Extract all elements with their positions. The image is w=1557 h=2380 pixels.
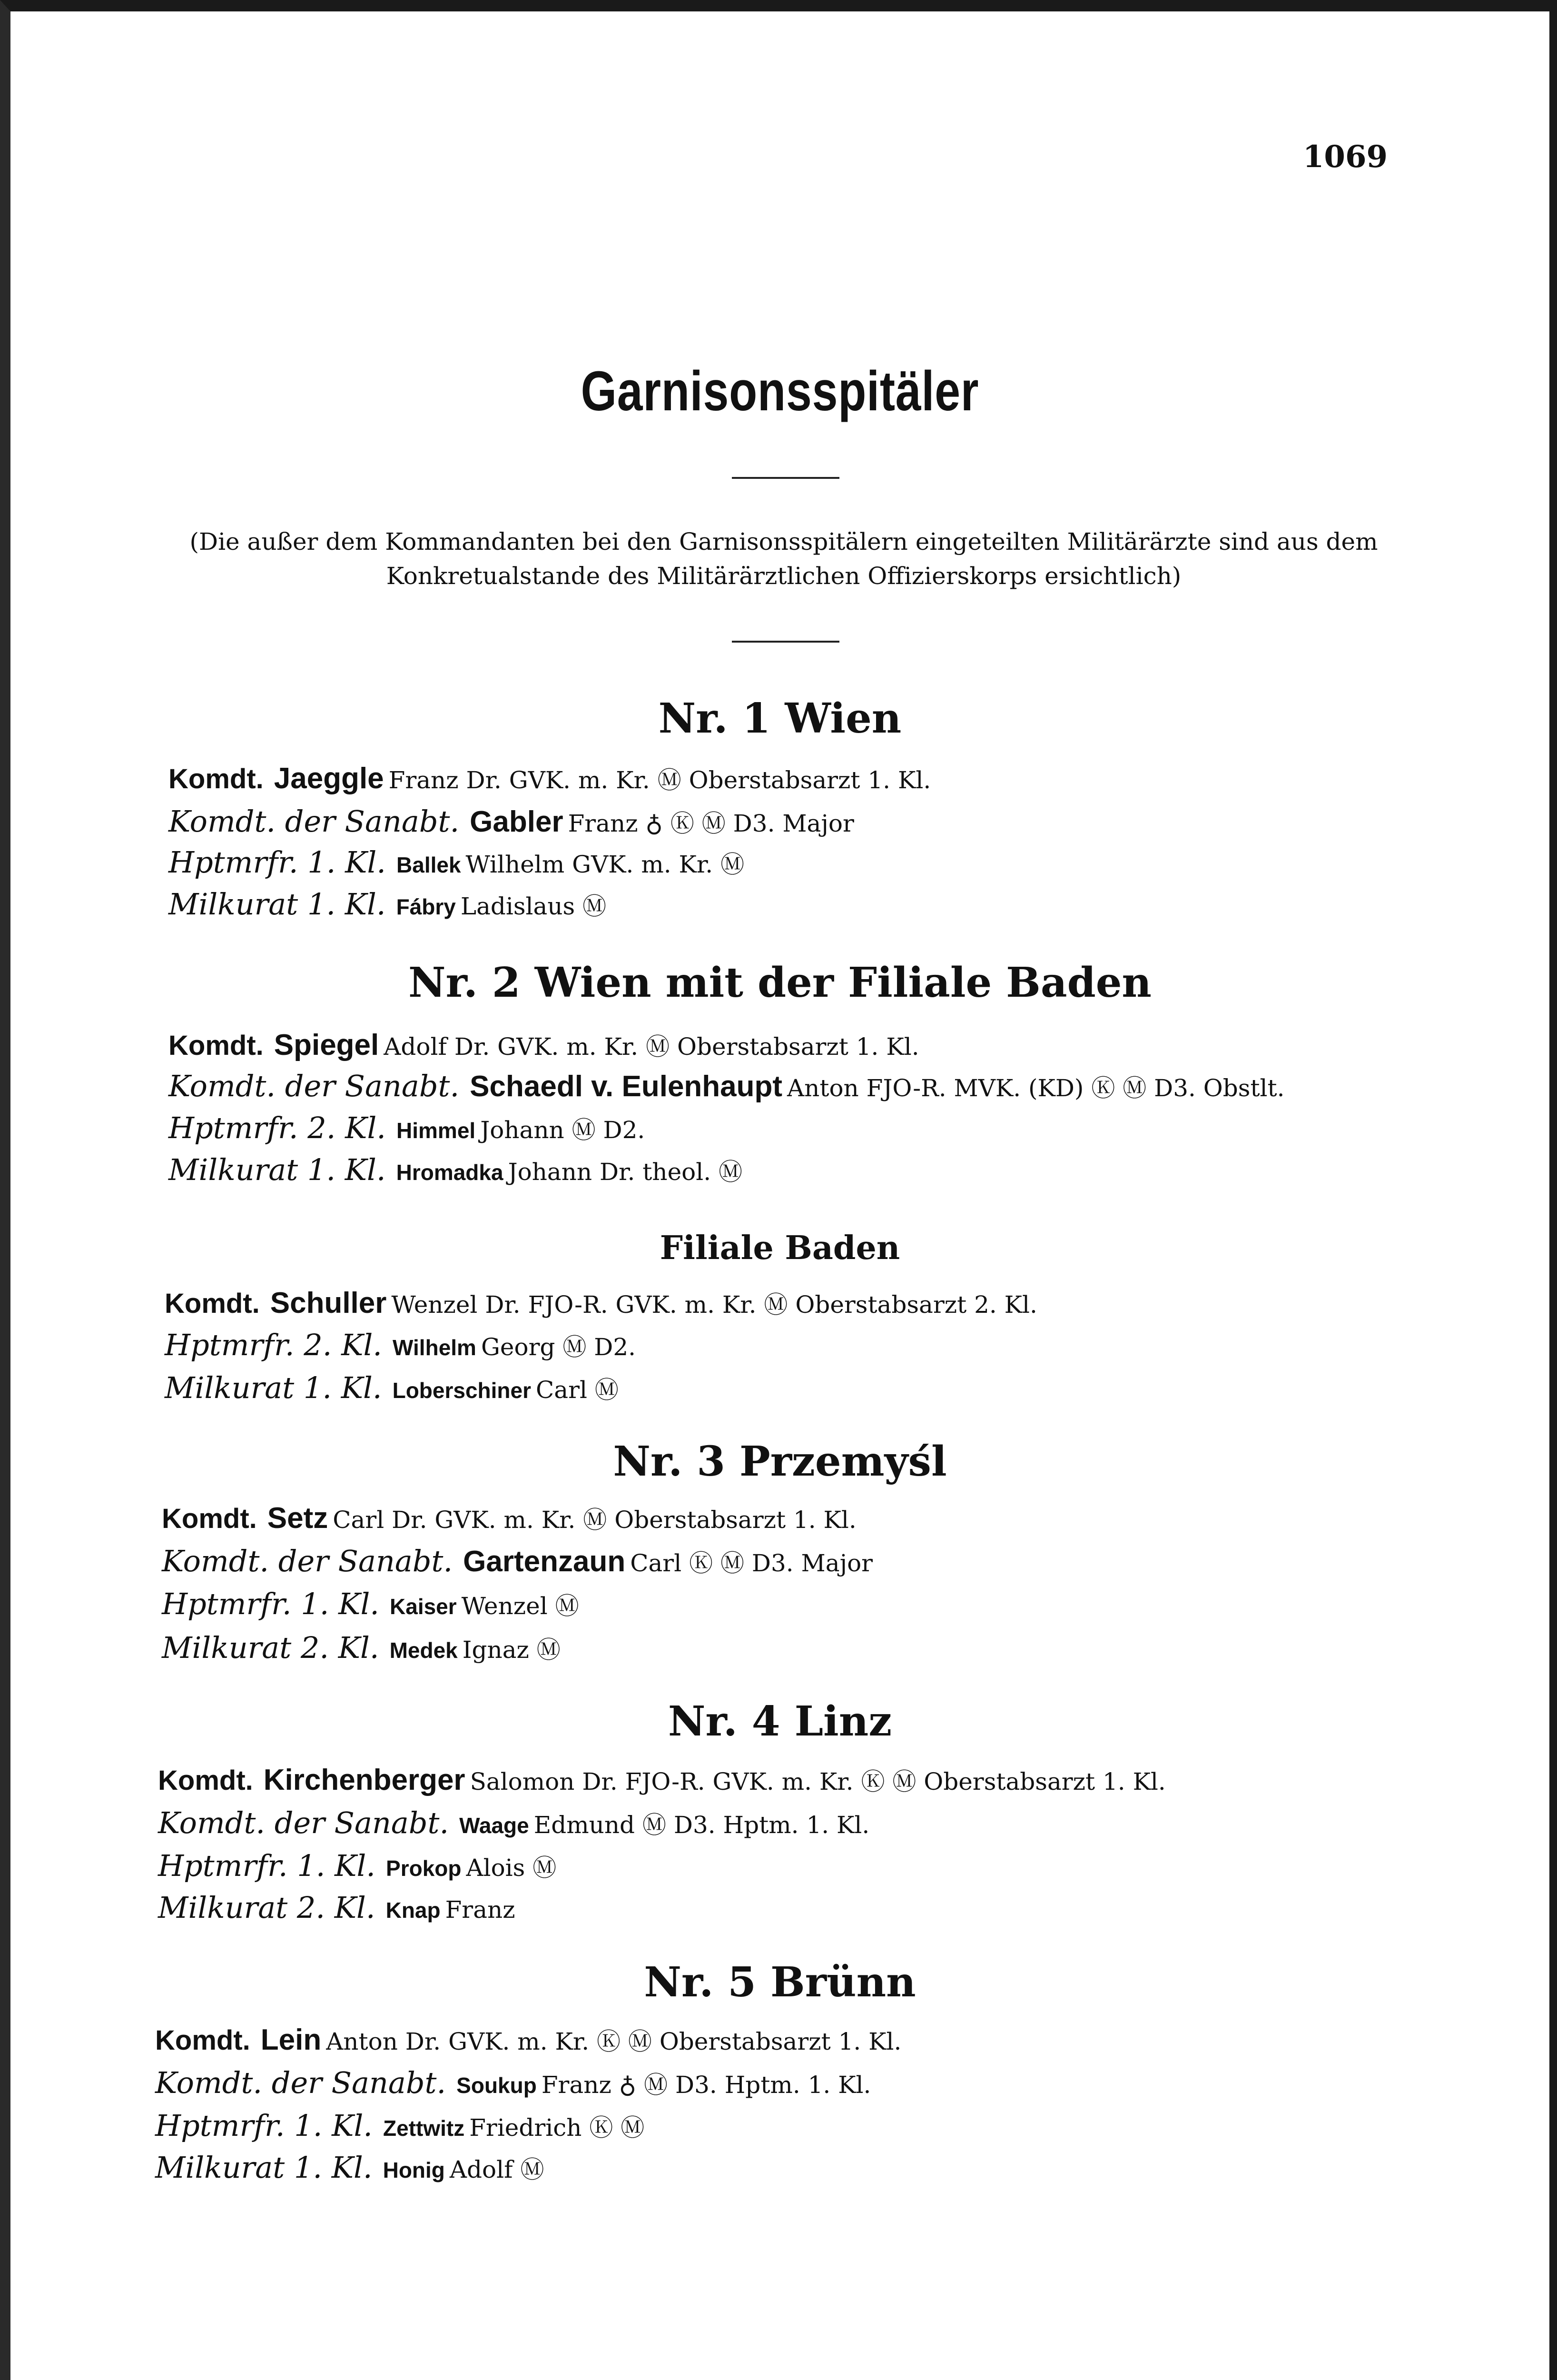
entry-surname: Jaeggle	[274, 762, 384, 795]
section-title: Nr. 4 Linz	[668, 1697, 892, 1745]
entry-row	[162, 1499, 857, 1539]
page-number: 1069	[1302, 139, 1388, 175]
entry-role: Komdt. der Sanabt.	[155, 2065, 446, 2100]
entry-role: Hptmrfr. 2. Kl.	[168, 1111, 386, 1145]
entry-row	[168, 1026, 919, 1066]
entry-surname: Fábry	[396, 894, 456, 919]
entry-row	[168, 1151, 742, 1191]
entry-role: Hptmrfr. 2. Kl.	[165, 1328, 383, 1362]
entry-role: Hptmrfr. 1. Kl.	[162, 1587, 380, 1621]
entry-details: Georg Ⓜ D2.	[481, 1333, 636, 1361]
entry-row	[168, 803, 854, 843]
entry-surname: Medek	[389, 1638, 458, 1663]
entry-role: Komdt. der Sanabt.	[168, 804, 460, 839]
entry-surname: Kaiser	[390, 1594, 457, 1619]
entry-row	[158, 1804, 869, 1844]
entry-role: Komdt.	[165, 1288, 260, 1319]
page-title: Garnisonsspitäler	[581, 360, 979, 423]
entry-details: Johann Ⓜ D2.	[480, 1116, 645, 1144]
entry-surname: Schaedl v. Eulenhaupt	[470, 1070, 783, 1103]
entry-surname: Setz	[267, 1502, 328, 1535]
entry-surname: Honig	[383, 2158, 445, 2182]
entry-surname: Gartenzaun	[463, 1545, 626, 1578]
entry-row	[158, 1847, 556, 1887]
divider	[732, 641, 839, 643]
entry-surname: Lein	[260, 2023, 322, 2056]
entry-role: Komdt.	[168, 764, 264, 794]
section-title: Nr. 3 Przemyśl	[613, 1438, 947, 1486]
entry-details: Franz ♁ Ⓚ Ⓜ D3. Major	[568, 810, 854, 837]
entry-role: Milkurat 2. Kl.	[158, 1890, 375, 1925]
section-title: Nr. 5 Brünn	[644, 1958, 916, 2006]
entry-row	[155, 2149, 544, 2189]
entry-row	[168, 885, 606, 926]
entry-details: Adolf Ⓜ	[449, 2156, 544, 2183]
entry-surname: Soukup	[456, 2073, 537, 2098]
entry-surname: Schuller	[270, 1287, 387, 1319]
entry-surname: Loberschiner	[392, 1378, 532, 1403]
entry-surname: Spiegel	[274, 1029, 379, 1061]
entry-details: Friedrich Ⓚ Ⓜ	[469, 2114, 645, 2142]
divider	[732, 477, 839, 479]
entry-row	[165, 1284, 1037, 1324]
entry-row	[155, 2064, 871, 2104]
entry-details: Alois Ⓜ	[466, 1854, 557, 1882]
entry-details: Carl Dr. GVK. m. Kr. Ⓜ Oberstabsarzt 1. Kl.	[333, 1506, 857, 1534]
entry-details: Franz ♁ Ⓜ D3. Hptm. 1. Kl.	[541, 2071, 871, 2099]
entry-row	[168, 760, 931, 799]
entry-details: Carl Ⓚ Ⓜ D3. Major	[630, 1549, 873, 1577]
entry-role: Komdt.	[155, 2025, 250, 2056]
entry-details: Ladislaus Ⓜ	[460, 892, 607, 920]
entry-row	[158, 1889, 515, 1929]
entry-role: Hptmrfr. 1. Kl.	[155, 2108, 373, 2143]
entry-surname: Wilhelm	[393, 1335, 476, 1360]
entry-role: Milkurat 1. Kl.	[165, 1370, 382, 1405]
intro-note: (Die außer dem Kommandanten bei den Garnisonsspitälern eingeteilten Militärärzte sind aus dem Konkretualstande des Militärärztlichen Offizierskorps ersichtlich)	[189, 528, 1378, 590]
entry-row	[165, 1326, 636, 1367]
entry-surname: Ballek	[396, 853, 461, 877]
entry-row	[162, 1585, 579, 1626]
entry-surname: Waage	[459, 1813, 529, 1838]
entry-role: Hptmrfr. 1. Kl.	[158, 1848, 376, 1883]
entry-surname: Zettwitz	[383, 2116, 465, 2141]
entry-role: Komdt.	[162, 1503, 257, 1534]
entry-row	[158, 1761, 1166, 1801]
entry-details: Carl Ⓜ	[536, 1376, 619, 1404]
entry-details: Anton FJO-R. MVK. (KD) Ⓚ Ⓜ D3. Obstlt.	[787, 1074, 1285, 1102]
entry-role: Milkurat 1. Kl.	[168, 887, 386, 922]
entry-surname: Himmel	[396, 1118, 476, 1143]
entry-details: Franz	[445, 1896, 515, 1924]
entry-surname: Kirchenberger	[263, 1764, 465, 1796]
entry-role: Komdt. der Sanabt.	[158, 1805, 449, 1840]
entry-role: Komdt.	[158, 1765, 253, 1796]
entry-row	[162, 1542, 873, 1582]
entry-details: Adolf Dr. GVK. m. Kr. Ⓜ Oberstabsarzt 1. Kl.	[384, 1033, 919, 1061]
entry-details: Ignaz Ⓜ	[462, 1636, 561, 1664]
entry-role: Milkurat 1. Kl.	[155, 2150, 373, 2185]
section-title: Filiale Baden	[660, 1229, 900, 1267]
entry-row	[155, 2107, 644, 2147]
section-title: Nr. 1 Wien	[658, 694, 902, 743]
entry-role: Komdt. der Sanabt.	[168, 1069, 460, 1103]
entry-row	[155, 2021, 901, 2061]
entry-role: Milkurat 2. Kl.	[162, 1630, 379, 1665]
entry-row	[168, 1067, 1285, 1107]
entry-details: Wilhelm GVK. m. Kr. Ⓜ	[465, 851, 745, 878]
entry-surname: Gabler	[470, 805, 563, 838]
section-title: Nr. 2 Wien mit der Filiale Baden	[408, 959, 1152, 1007]
entry-details: Johann Dr. theol. Ⓜ	[508, 1158, 743, 1186]
entry-role: Komdt. der Sanabt.	[162, 1544, 453, 1578]
entry-row	[162, 1629, 561, 1669]
entry-details: Wenzel Ⓜ	[461, 1592, 579, 1620]
entry-role: Milkurat 1. Kl.	[168, 1152, 386, 1187]
entry-details: Edmund Ⓜ D3. Hptm. 1. Kl.	[533, 1811, 870, 1839]
entry-surname: Hromadka	[396, 1160, 503, 1185]
entry-row	[168, 1109, 645, 1150]
entry-details: Wenzel Dr. FJO-R. GVK. m. Kr. Ⓜ Oberstabsarzt 2. Kl.	[391, 1291, 1037, 1319]
entry-role: Komdt.	[168, 1030, 264, 1061]
entry-surname: Prokop	[386, 1856, 462, 1881]
entry-role: Hptmrfr. 1. Kl.	[168, 845, 386, 880]
entry-details: Franz Dr. GVK. m. Kr. Ⓜ Oberstabsarzt 1. Kl.	[388, 766, 931, 794]
entry-details: Salomon Dr. FJO-R. GVK. m. Kr. Ⓚ Ⓜ Oberstabsarzt 1. Kl.	[470, 1768, 1166, 1795]
entry-row	[165, 1369, 619, 1409]
entry-details: Anton Dr. GVK. m. Kr. Ⓚ Ⓜ Oberstabsarzt 1. Kl.	[326, 2028, 902, 2055]
entry-row	[168, 843, 744, 884]
entry-surname: Knap	[385, 1898, 441, 1923]
